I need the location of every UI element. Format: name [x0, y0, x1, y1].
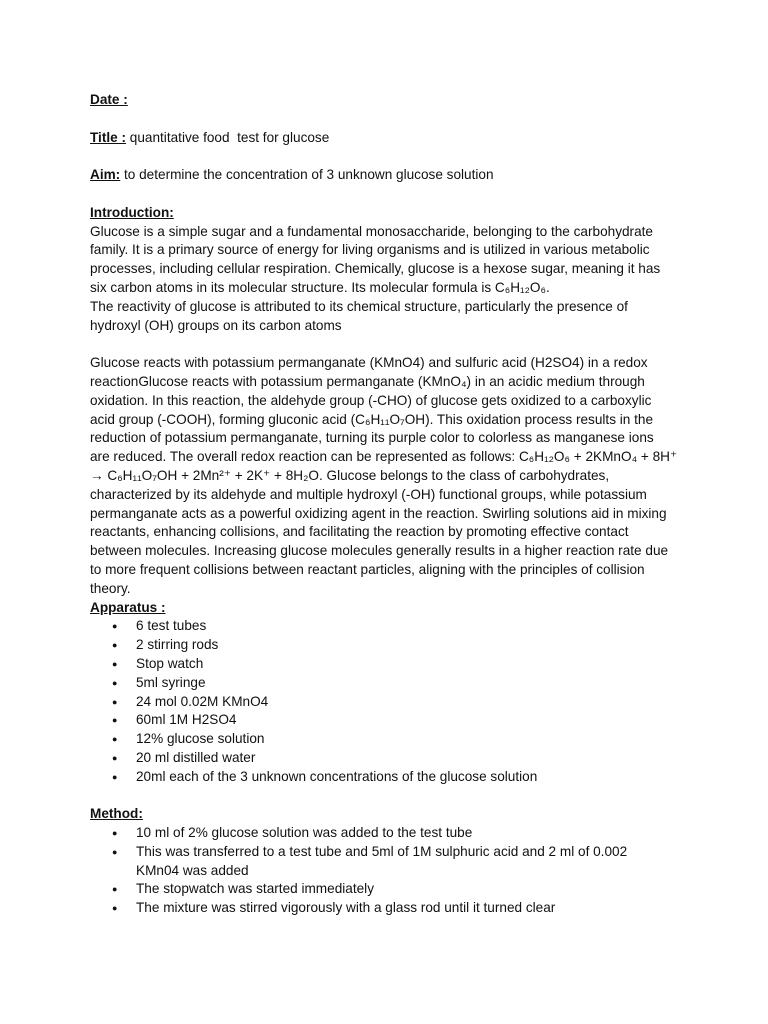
intro-line: The reactivity of glucose is attributed to its chemical structure, particularly the presence of [90, 298, 628, 314]
apparatus-list [90, 617, 690, 786]
aim-value: to determine the concentration of 3 unknown glucose solution [120, 167, 494, 183]
intro-line: six carbon atoms in its molecular structure. Its molecular formula is C₆H₁₂O₆. [90, 279, 550, 295]
reaction-line: oxidation. In this reaction, the aldehyde group (-CHO) of glucose gets oxidized to a carboxylic [90, 392, 652, 408]
apparatus-item: ● 20 ml distilled water [90, 749, 690, 768]
reaction-line: between molecules. Increasing glucose molecules generally results in a higher reaction rate due [90, 543, 669, 559]
method-list [90, 824, 690, 918]
intro-line: family. It is a primary source of energy for living organisms and is utilized in various metabolic [90, 242, 650, 258]
method-step: ● The mixture was stirred vigorously with a glass rod until it turned clear [90, 899, 690, 918]
document-body [90, 91, 690, 918]
apparatus-item: ● 12% glucose solution [90, 730, 690, 749]
aim-label: Aim: [90, 167, 121, 183]
intro-line: processes, including cellular respiration. Chemically, glucose is a hexose sugar, meaning it has [90, 261, 661, 277]
reaction-line: to more frequent collisions between reactant particles, aligning with the principles of collision [90, 561, 645, 577]
reaction-line: are reduced. The overall redox reaction can be represented as follows: C₆H₁₂O₆ + 2KMnO₄ + 8H⁺ [90, 449, 678, 465]
introduction-label: Introduction: [90, 204, 174, 220]
apparatus-item: ● 24 mol 0.02M KMnO4 [90, 693, 690, 712]
apparatus-item: ● 5ml syringe [90, 674, 690, 693]
apparatus-label: Apparatus : [90, 599, 166, 615]
apparatus-item: ● 6 test tubes [90, 617, 690, 636]
apparatus-item: ● 2 stirring rods [90, 636, 690, 655]
date-line [90, 91, 690, 110]
title-label: Title : [90, 129, 127, 145]
title-value: quantitative food test for glucose [126, 129, 330, 145]
method-label: Method: [90, 806, 143, 822]
reaction-line: reduction of potassium permanganate, turning its purple color to colorless as manganese ions [90, 430, 654, 446]
date-label: Date : [90, 92, 128, 107]
reaction-paragraph [90, 354, 690, 598]
reaction-line: reactionGlucose reacts with potassium permanganate (KMnO₄) in an acidic medium through [90, 373, 645, 389]
method-step: ● 10 ml of 2% glucose solution was added to the test tube [90, 824, 690, 843]
aim-line [90, 166, 690, 185]
method-step: ● This was transferred to a test tube and 5ml of 1M sulphuric acid and 2 ml of 0.002 KMn04 was added [90, 843, 690, 881]
intro-line: hydroxyl (OH) groups on its carbon atoms [90, 317, 342, 333]
title-line [90, 129, 690, 148]
introduction-paragraph [90, 223, 690, 336]
introduction-heading [90, 204, 690, 223]
reaction-line: permanganate acts as a powerful oxidizing agent in the reaction. Swirling solutions aid in mixing [90, 505, 667, 521]
reaction-line: Glucose reacts with potassium permanganate (KMnO4) and sulfuric acid (H2SO4) in a redox [90, 355, 648, 371]
intro-line: Glucose is a simple sugar and a fundamental monosaccharide, belonging to the carbohydrate [90, 223, 653, 239]
reaction-line: reactants, enhancing collisions, and facilitating the reaction by promoting effective contact [90, 524, 629, 540]
reaction-line: theory. [90, 580, 131, 596]
apparatus-item: ● 20ml each of the 3 unknown concentrations of the glucose solution [90, 768, 690, 787]
reaction-line: → C₆H₁₁O₇OH + 2Mn²⁺ + 2K⁺ + 8H₂O. Glucose belongs to the class of carbohydrates, [90, 467, 610, 483]
reaction-line: acid group (-COOH), forming gluconic acid (C₆H₁₁O₇OH). This oxidation process results in the [90, 411, 654, 427]
method-heading [90, 805, 690, 824]
apparatus-item: ● Stop watch [90, 655, 690, 674]
method-step: ● The stopwatch was started immediately [90, 880, 690, 899]
apparatus-heading [90, 599, 690, 618]
apparatus-item: ● 60ml 1M H2SO4 [90, 711, 690, 730]
reaction-line: characterized by its aldehyde and multiple hydroxyl (-OH) functional groups, while potassium [90, 486, 647, 502]
